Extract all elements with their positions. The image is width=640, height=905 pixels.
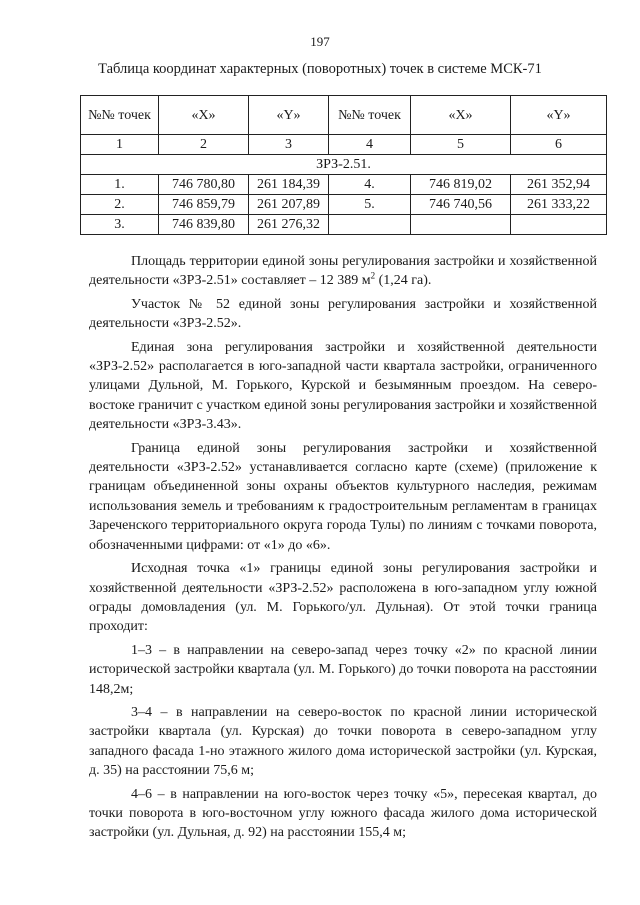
table-cell: 261 333,22 <box>511 195 607 215</box>
header-y: «Y» <box>249 96 329 135</box>
column-number: 2 <box>159 135 249 155</box>
page-number: 197 <box>310 34 330 49</box>
table-cell: 746 859,79 <box>159 195 249 215</box>
paragraph-segment-1-3: 1–3 – в направлении на северо-запад через точку «2» по красной линии исторической застройки квартала (ул. М. Горького) до точки поворота на расстоянии 148,2м; <box>89 642 597 697</box>
table-cell: 4. <box>329 175 411 195</box>
paragraph-start-point: Исходная точка «1» границы единой зоны регулирования застройки и хозяйственной деятельности «ЗРЗ-2.52» расположена в юго-западном углу южной ограды домовладения (ул. М. Горького/ул. Дульная). От этой точки граница проходит: <box>89 561 597 635</box>
table-cell <box>511 215 607 235</box>
paragraph-boundary: Граница единой зоны регулирования застройки и хозяйственной деятельности «ЗРЗ-2.52» устанавливается согласно карте (схеме) (приложение к границам объединенной зоны охраны объектов культурного наследия, режимам использования земель и требованиям к градостроительным регламентам в границах Зареченского территориального округа города Тулы) по линиям с точками поворота, обозначенными цифрами: от «1» до «6». <box>89 440 597 553</box>
table-cell: 5. <box>329 195 411 215</box>
column-number-row <box>81 135 607 155</box>
column-number: 5 <box>411 135 511 155</box>
table-cell: 261 352,94 <box>511 175 607 195</box>
superscript: 2 <box>370 270 376 281</box>
header-point-number: №№ точек <box>81 96 159 135</box>
table-cell: 746 819,02 <box>411 175 511 195</box>
table-row <box>81 215 607 235</box>
table-row <box>81 195 607 215</box>
table-cell: 261 207,89 <box>249 195 329 215</box>
table-cell: 746 839,80 <box>159 215 249 235</box>
table-cell: 746 740,56 <box>411 195 511 215</box>
document-body <box>89 252 597 843</box>
table-cell <box>329 215 411 235</box>
paragraph-segment-3-4: 3–4 – в направлении на северо-восток по красной линии исторической застройки квартала (ул. Курская) до точки поворота в северо-западном углу западного фасада 1-но этажного жилого дома исторической застройки (ул. Курская, д. 35) на расстоянии 75,6 м; <box>89 704 597 779</box>
column-number: 3 <box>249 135 329 155</box>
table-title: Таблица координат характерных (поворотных) точек в системе МСК-71 <box>98 61 542 77</box>
paragraph-area-text: Площадь территории единой зоны регулирования застройки и хозяйственной деятельности «ЗРЗ-2.51» составляет – 12 389 м <box>89 254 597 289</box>
header-point-number-2: №№ точек <box>329 96 411 135</box>
column-number: 1 <box>81 135 159 155</box>
table-cell <box>411 215 511 235</box>
column-number: 6 <box>511 135 607 155</box>
table-cell: 1. <box>81 175 159 195</box>
paragraph-location: Единая зона регулирования застройки и хозяйственной деятельности «ЗРЗ-2.52» располагается в юго-западной части квартала застройки, ограниченного улицами Дульной, М. Горького, Курской и безымянным проездом. На северо-востоке граничит с участком единой зоны регулирования застройки и хозяйственной деятельности «ЗРЗ-3.43». <box>89 339 597 433</box>
zone-row <box>81 155 607 175</box>
paragraph-area-suffix: (1,24 га). <box>375 273 432 289</box>
table-cell: 3. <box>81 215 159 235</box>
header-x-2: «X» <box>411 96 511 135</box>
table-cell: 746 780,80 <box>159 175 249 195</box>
paragraph-section-heading: Участок № 52 единой зоны регулирования застройки и хозяйственной деятельности «ЗРЗ-2.52». <box>89 296 597 332</box>
paragraph-segment-4-6: 4–6 – в направлении на юго-восток через точку «5», пересекая квартал, до точки поворота в юго-восточном углу южного фасада жилого дома исторической застройки (ул. Дульная, д. 92) на расстоянии 155,4 м; <box>89 786 597 841</box>
table-row <box>81 175 607 195</box>
coordinates-table <box>80 95 607 235</box>
table-cell: 261 276,32 <box>249 215 329 235</box>
table-cell: 261 184,39 <box>249 175 329 195</box>
zone-label: ЗРЗ-2.51. <box>81 155 607 175</box>
paragraph-area <box>89 252 597 291</box>
column-number: 4 <box>329 135 411 155</box>
table-cell: 2. <box>81 195 159 215</box>
header-x: «X» <box>159 96 249 135</box>
table-header-row <box>81 96 607 135</box>
header-y-2: «Y» <box>511 96 607 135</box>
